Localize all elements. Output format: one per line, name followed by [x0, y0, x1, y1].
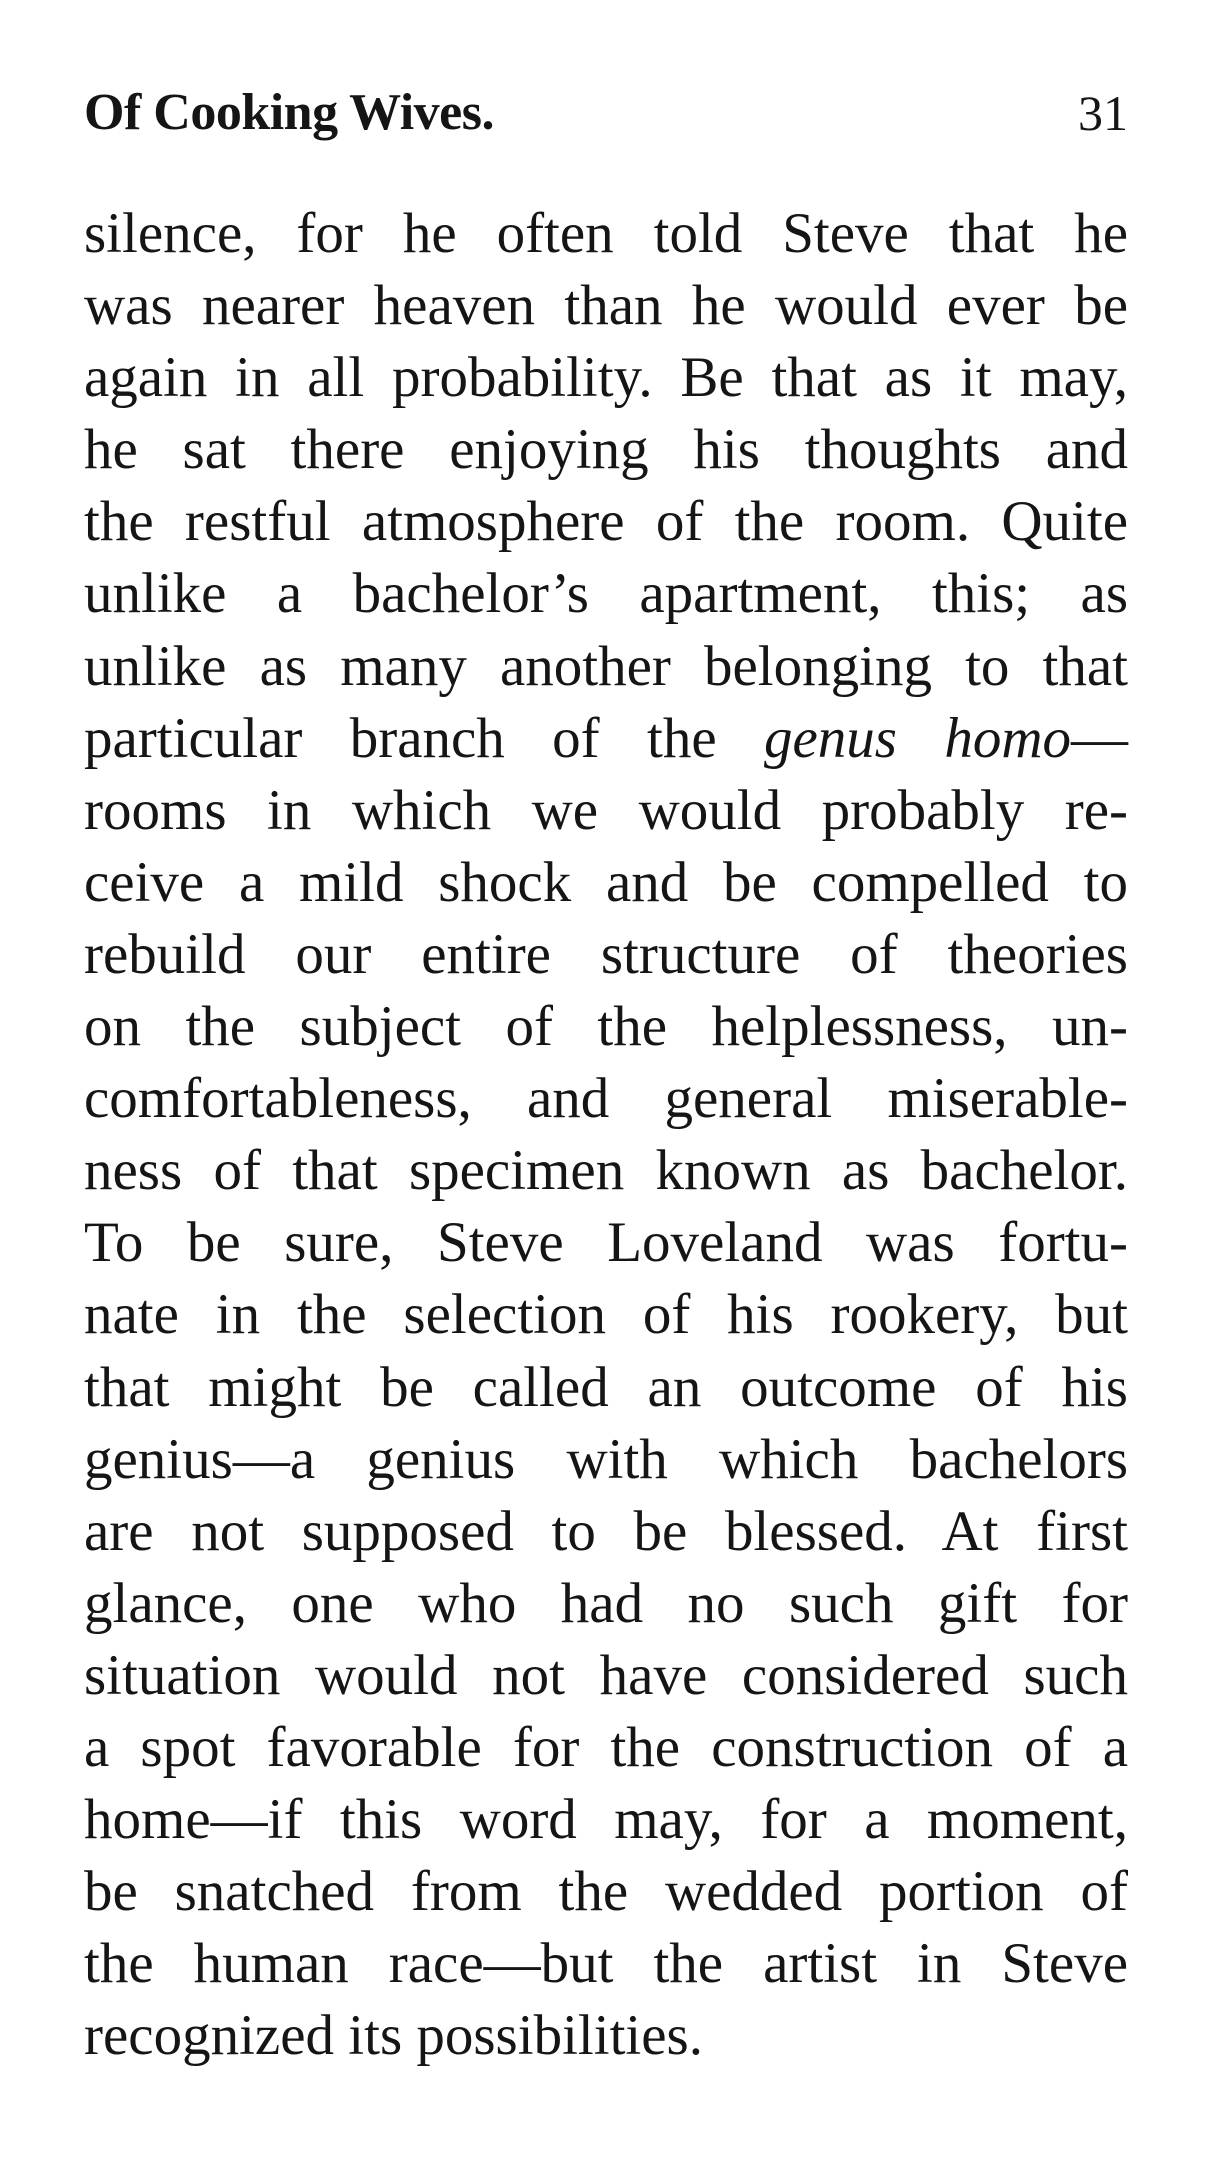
text-line: that might be called an outcome of his [84, 1355, 1128, 1419]
text-line: genius—a genius with which bachelors [84, 1427, 1128, 1491]
running-head [84, 78, 1128, 148]
text-line: nate in the selection of his rookery, but [84, 1283, 1128, 1347]
text-segment: particular branch of the [84, 706, 764, 770]
text-line: again in all probability. Be that as it may, [84, 346, 1128, 410]
text-line: a spot favorable for the construction of a [84, 1715, 1128, 1779]
text-line: silence, for he often told Steve that he [84, 202, 1128, 265]
text-line: To be sure, Steve Loveland was fortu- [84, 1211, 1128, 1275]
text-line: comfortableness, and general miserable- [84, 1067, 1128, 1131]
text-line: rooms in which we would probably re- [84, 778, 1128, 842]
text-line: was nearer heaven than he would ever be [84, 274, 1128, 338]
text-segment: — [1070, 706, 1128, 770]
text-line: situation would not have considered such [84, 1643, 1128, 1707]
text-line: rebuild our entire structure of theories [84, 922, 1128, 986]
text-line: are not supposed to be blessed. At first [84, 1499, 1128, 1563]
text-line: ceive a mild shock and be compelled to [84, 850, 1128, 914]
text-line [84, 703, 1128, 775]
text-line: unlike as many another belonging to that [84, 634, 1128, 698]
page-number: 31 [1078, 85, 1128, 141]
text-line: unlike a bachelor’s apartment, this; as [84, 562, 1128, 626]
text-line: he sat there enjoying his thoughts and [84, 418, 1128, 482]
text-line: be snatched from the wedded portion of [84, 1860, 1128, 1924]
text-line: recognized its possibilities. [84, 2004, 703, 2068]
body-paragraph [84, 198, 1128, 2072]
text-line: on the subject of the helplessness, un- [84, 995, 1128, 1059]
italic-term: genus homo [763, 706, 1071, 770]
running-title: Of Cooking Wives. [84, 84, 494, 141]
text-line: the human race—but the artist in Steve [84, 1932, 1128, 1996]
text-line: the restful atmosphere of the room. Quite [84, 490, 1128, 554]
text-line: ness of that specimen known as bachelor. [84, 1139, 1128, 1203]
text-line: home—if this word may, for a moment, [84, 1788, 1128, 1852]
text-line: glance, one who had no such gift for [84, 1571, 1128, 1635]
